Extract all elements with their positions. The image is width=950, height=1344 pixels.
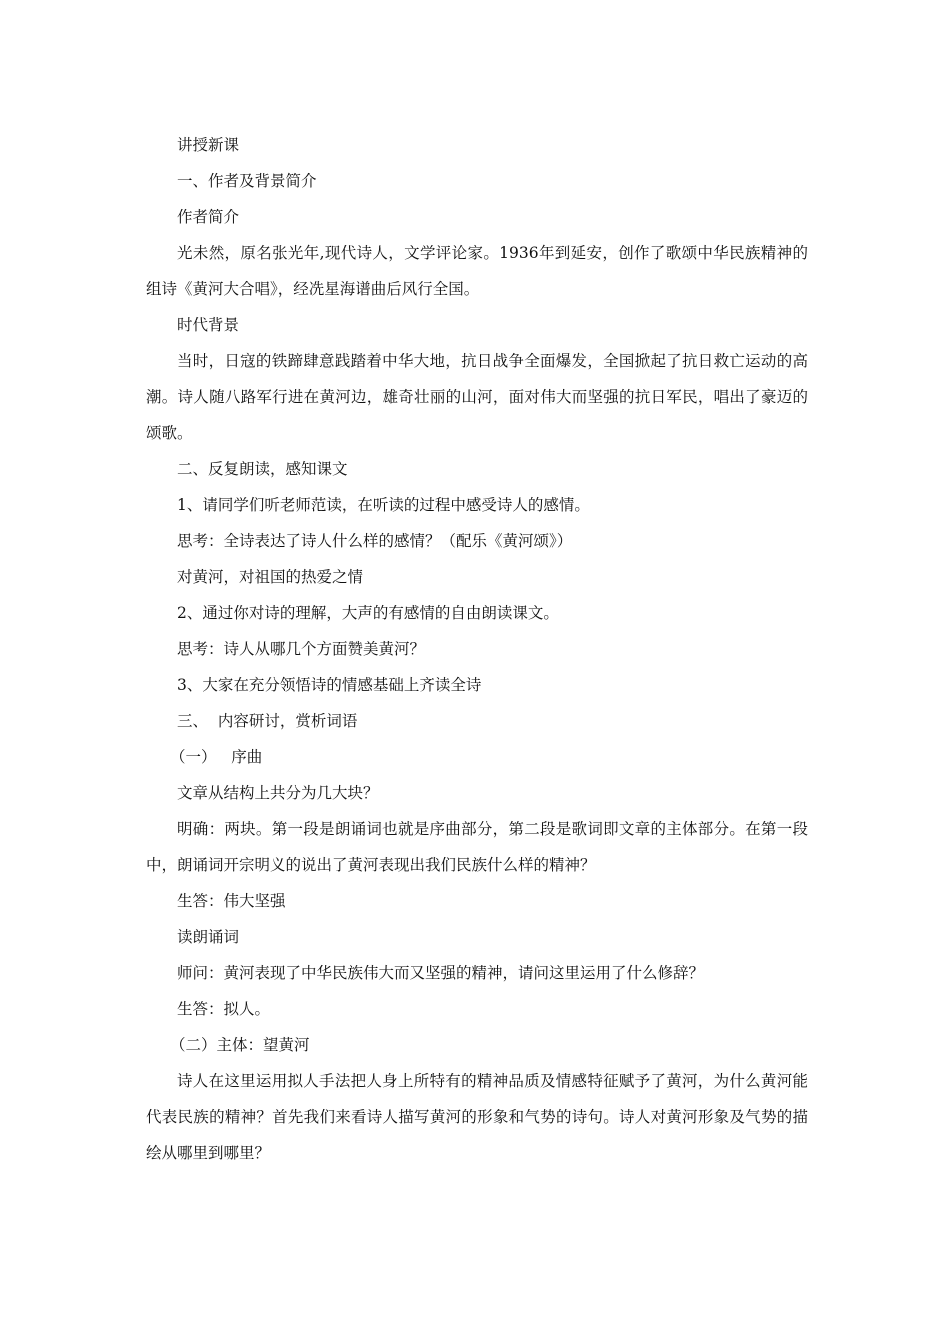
paragraph-answer-1: 对黄河，对祖国的热爱之情 (177, 568, 364, 586)
subheading-main-body: （二）主体：望黄河 (170, 1036, 310, 1054)
paragraph-step-3: 3、大家在充分领悟诗的情感基础上齐读全诗 (177, 676, 482, 694)
paragraph-question-2: 思考：诗人从哪几个方面赞美黄河？ (177, 640, 426, 658)
section-heading-reading: 二、反复朗读，感知课文 (177, 460, 348, 478)
paragraph-step-1: 1、请同学们听老师范读，在听读的过程中感受诗人的感情。 (177, 496, 590, 514)
subheading-author-intro: 作者简介 (177, 208, 240, 226)
document-body (146, 127, 808, 1171)
paragraph-structure-question: 文章从结构上共分为几大块？ (177, 784, 379, 802)
paragraph-author-intro: 光未然，原名张光年,现代诗人，文学评论家。1936年到延安，创作了歌颂中华民族精神的组诗《黄河大合唱》，经冼星海谱曲后风行全国。 (146, 244, 808, 298)
paragraph-question-1: 思考：全诗表达了诗人什么样的感情？（配乐《黄河颂》） (177, 532, 573, 550)
paragraph-era-background: 当时，日寇的铁蹄肆意践踏着中华大地，抗日战争全面爆发，全国掀起了抗日救亡运动的高潮。诗人随八路军行进在黄河边，雄奇壮丽的山河，面对伟大而坚强的抗日军民，唱出了豪迈的颂歌。 (146, 352, 808, 442)
subheading-era-background: 时代背景 (177, 316, 240, 334)
paragraph-step-2: 2、通过你对诗的理解，大声的有感情的自由朗读课文。 (177, 604, 559, 622)
paragraph-student-answer-2: 生答：拟人。 (177, 1000, 271, 1018)
section-heading-new-lesson: 讲授新课 (177, 136, 240, 154)
paragraph-student-answer-1: 生答：伟大坚强 (177, 892, 286, 910)
paragraph-teacher-question: 师问：黄河表现了中华民族伟大而又坚强的精神，请问这里运用了什么修辞？ (177, 964, 705, 982)
subheading-prelude: （一） 序曲 (170, 748, 263, 766)
paragraph-read-recitation: 读朗诵词 (177, 928, 240, 946)
section-heading-content-study: 三、 内容研讨，赏析词语 (177, 712, 358, 730)
paragraph-structure-answer: 明确：两块。第一段是朗诵词也就是序曲部分，第二段是歌词即文章的主体部分。在第一段中，朗诵词开宗明义的说出了黄河表现出我们民族什么样的精神？ (146, 820, 808, 874)
paragraph-main-body-analysis: 诗人在这里运用拟人手法把人身上所特有的精神品质及情感特征赋予了黄河，为什么黄河能代表民族的精神？首先我们来看诗人描写黄河的形象和气势的诗句。诗人对黄河形象及气势的描绘从哪里到哪里？ (146, 1072, 808, 1162)
section-heading-author-background: 一、作者及背景简介 (177, 172, 317, 190)
